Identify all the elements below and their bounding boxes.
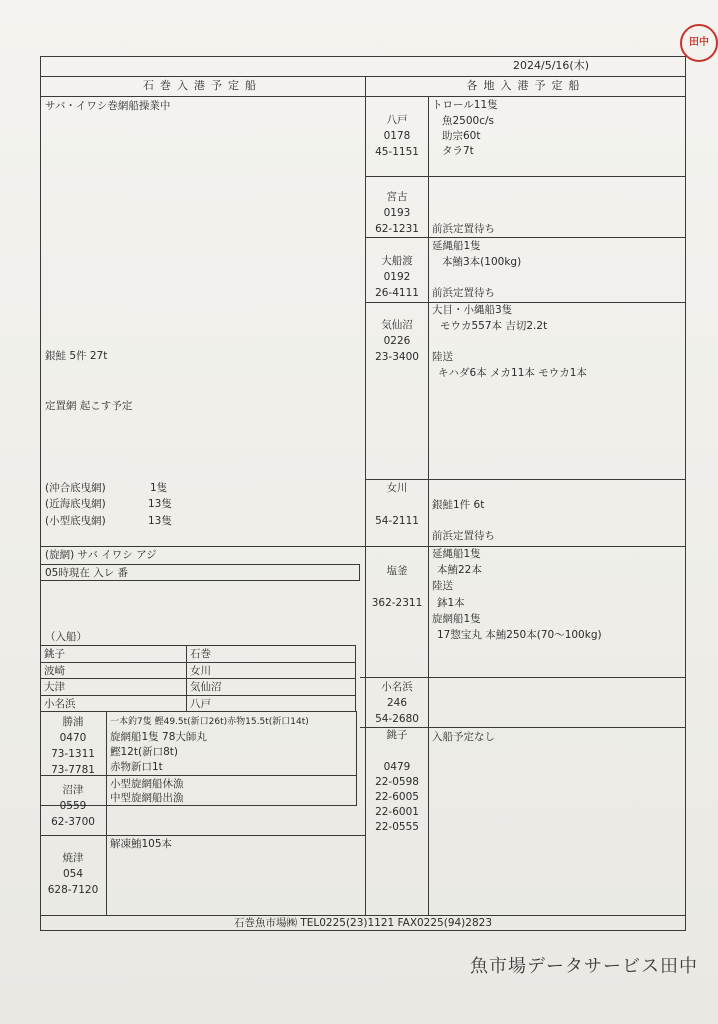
region-tel: 54-2111 <box>375 515 419 527</box>
region-report-line: 陸送 <box>432 351 453 363</box>
region-report-line: 17惣宝丸 本鮪250本(70～100kg) <box>437 629 602 641</box>
port-tel: 054 <box>62 868 84 880</box>
region-name: 女川 <box>386 482 408 494</box>
port-report-line: 旋網船1隻 78大師丸 <box>110 731 207 743</box>
region-report-line: 魚2500c/s <box>442 115 495 127</box>
region-report-line: 鉢1本 <box>437 597 465 609</box>
trawl-count: 1隻 <box>150 482 168 494</box>
region-report-line: トロール11隻 <box>432 99 498 111</box>
trawl-label: (小型底曳網) <box>45 515 106 527</box>
region-report-line: 延縄船1隻 <box>432 548 481 560</box>
status-box-right <box>359 564 360 581</box>
port-tel: 62-3700 <box>51 816 95 828</box>
port-tel: 0559 <box>59 800 87 812</box>
frame-top <box>40 56 686 57</box>
region-tel: 22-0555 <box>375 821 419 833</box>
region-tel: 0192 <box>383 271 411 283</box>
ishinomaki-purse-seine-note: サバ・イワシ巻網船操業中 <box>45 100 171 112</box>
port-grid-divider <box>186 645 187 711</box>
port-report-line: 赤物新口1t <box>110 761 163 773</box>
port-cell: 大津 <box>44 681 65 693</box>
port-report-line: 鰹12t(新口8t) <box>110 746 178 758</box>
region-tel: 246 <box>386 697 408 709</box>
south-port-divider <box>106 711 107 916</box>
region-report-line: キハダ6本 メカ11本 モウカ1本 <box>438 367 587 379</box>
region-line <box>365 546 685 547</box>
header-row-line <box>40 96 686 97</box>
entering-label: （入船） <box>45 631 87 643</box>
region-report-line: 陸送 <box>432 580 453 592</box>
region-tel: 26-4111 <box>375 287 419 299</box>
region-tel: 0226 <box>383 335 411 347</box>
region-tel: 22-0598 <box>375 776 419 788</box>
port-grid-line <box>40 711 356 712</box>
region-tel: 23-3400 <box>375 351 419 363</box>
footer-contact: 石巻魚市場㈱ TEL0225(23)1121 FAX0225(94)2823 <box>233 917 493 929</box>
region-line <box>365 176 685 177</box>
footer-line <box>40 915 686 916</box>
region-line <box>365 302 685 303</box>
region-name: 大船渡 <box>381 255 413 267</box>
port-grid-right <box>355 645 356 711</box>
region-report-line: 助宗60t <box>442 130 481 142</box>
region-name: 銚子 <box>386 729 408 741</box>
region-report-line: 前浜定置待ち <box>432 223 495 235</box>
port-grid-line <box>40 645 356 646</box>
port-report-line: 一本釣7隻 鰹49.5t(新口26t)赤物15.5t(新口14t) <box>110 717 309 727</box>
region-name: 八戸 <box>386 114 408 126</box>
region-report-line: モウカ557本 吉切2.2t <box>440 320 548 332</box>
ishinomaki-setnet-note: 定置網 起こす予定 <box>45 400 133 412</box>
ishinomaki-salmon-note: 銀鮭 5件 27t <box>45 350 108 362</box>
port-cell: 石巻 <box>190 648 211 660</box>
region-report-line: 入船予定なし <box>432 731 495 743</box>
region-line <box>365 237 685 238</box>
date-row-line <box>40 76 686 77</box>
port-tel: 73-7781 <box>51 764 95 776</box>
region-divider <box>428 96 429 916</box>
right-header: 各地入港予定船 <box>466 79 586 92</box>
region-report-line: 本鮪22本 <box>437 564 482 576</box>
region-tel: 54-2680 <box>375 713 419 725</box>
purse-seine-title: (旋網) サバ イワシ アジ <box>45 549 157 561</box>
region-tel: 62-1231 <box>375 223 419 235</box>
port-report-line: 小型旋網船休漁 <box>110 778 184 790</box>
region-tel: 0178 <box>383 130 411 142</box>
region-tel: 0193 <box>383 207 411 219</box>
region-report-line: 大目・小縄船3隻 <box>432 304 513 316</box>
port-cell: 小名浜 <box>44 698 76 710</box>
port-cell: 波崎 <box>44 665 65 677</box>
port-report-line: 解凍鮪105本 <box>110 838 173 850</box>
trawl-label: (近海底曳網) <box>45 498 106 510</box>
region-line <box>360 727 685 728</box>
south-port-right <box>356 711 357 806</box>
region-report-line: 前浜定置待ち <box>432 287 495 299</box>
region-name: 気仙沼 <box>381 319 413 331</box>
purse-seine-status: 05時現在 入レ 番 <box>45 567 129 579</box>
trawl-count: 13隻 <box>148 498 172 510</box>
port-name: 沼津 <box>62 784 84 796</box>
region-report-line: 本鮪3本(100kg) <box>442 256 522 268</box>
region-report-line: 銀鮭1件 6t <box>432 499 485 511</box>
left-header: 石巻入港予定船 <box>143 79 262 92</box>
port-cell: 銚子 <box>44 648 65 660</box>
region-tel: 22-6005 <box>375 791 419 803</box>
port-grid-line <box>40 678 356 679</box>
region-report-line: タラ7t <box>442 145 474 157</box>
region-tel: 45-1151 <box>375 146 419 158</box>
region-report-line: 旋網船1隻 <box>432 613 481 625</box>
section-line <box>40 835 365 836</box>
region-report-line: 前浜定置待ち <box>432 530 495 542</box>
port-tel: 73-1311 <box>51 748 95 760</box>
section-line <box>40 564 360 565</box>
signature: 魚市場データサービス田中 <box>470 956 698 977</box>
region-tel: 0479 <box>383 761 411 773</box>
port-cell: 気仙沼 <box>190 681 222 693</box>
region-name: 小名浜 <box>381 681 413 693</box>
name-stamp: 田中 <box>680 24 718 62</box>
port-tel: 628-7120 <box>47 884 99 896</box>
document-date: 2024/5/16(木) <box>513 59 589 72</box>
region-name: 塩釜 <box>386 565 408 577</box>
port-report-line: 中型旋網船出漁 <box>110 792 184 804</box>
trawl-count: 13隻 <box>148 515 172 527</box>
port-name: 焼津 <box>62 852 84 864</box>
port-cell: 八戸 <box>190 698 211 710</box>
port-grid-line <box>40 695 356 696</box>
frame-right <box>685 56 686 931</box>
port-name: 勝浦 <box>62 716 84 728</box>
trawl-label: (沖合底曳網) <box>45 482 106 494</box>
region-tel: 22-6001 <box>375 806 419 818</box>
section-line <box>40 580 360 581</box>
port-cell: 女川 <box>190 665 211 677</box>
region-report-line: 延縄船1隻 <box>432 240 481 252</box>
port-grid-line <box>40 662 356 663</box>
region-line <box>360 677 685 678</box>
frame-bottom <box>40 930 686 931</box>
section-line <box>40 546 365 547</box>
region-line <box>365 479 685 480</box>
region-name: 宮古 <box>386 191 408 203</box>
region-tel: 362-2311 <box>371 597 423 609</box>
port-tel: 0470 <box>59 732 87 744</box>
